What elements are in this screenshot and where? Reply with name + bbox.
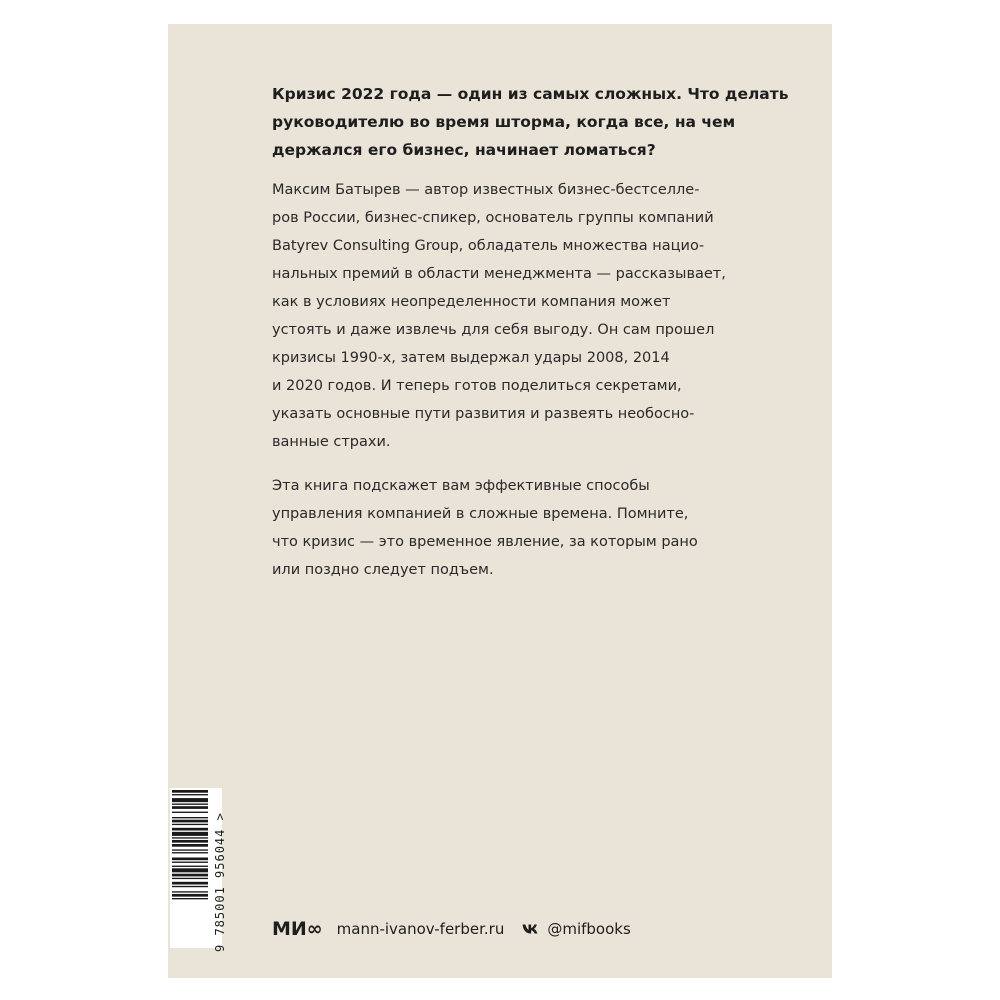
text-line: Эта книга подскажет вам эффективные способы (272, 478, 650, 494)
text-line: устоять и даже извлечь для себя выгоду. Он сам прошел (272, 322, 715, 338)
barcode-bar (172, 874, 208, 877)
text-line: и 2020 годов. И теперь готов поделиться секретами, (272, 378, 682, 394)
barcode-bar (172, 894, 208, 897)
vk-icon (522, 923, 540, 935)
lead-line: держался его бизнес, начинает ломаться? (272, 141, 656, 159)
text-line: ванные страхи. (272, 434, 391, 450)
text-line: нальных премий в области менеджмента — рассказывает, (272, 266, 726, 282)
barcode-bar (172, 849, 208, 850)
barcode-bars (170, 788, 210, 948)
barcode-bar (172, 804, 208, 805)
barcode-bar (172, 794, 208, 795)
social-handle: @mifbooks (547, 920, 631, 938)
barcode-bar (172, 858, 208, 861)
book-back-cover (168, 24, 832, 978)
barcode-bar (172, 832, 208, 836)
barcode-bar (172, 862, 208, 863)
text-line: или поздно следует подъем. (272, 562, 494, 578)
text-line: указать основные пути развития и развеять необосно- (272, 406, 695, 422)
barcode-bar (172, 882, 208, 885)
text-line: ров России, бизнес-спикер, основатель группы компаний (272, 210, 714, 226)
text-line: как в условиях неопределенности компания может (272, 294, 671, 310)
text-line: кризисы 1990-х, затем выдержал удары 2008, 2014 (272, 350, 670, 366)
publisher-footer (272, 914, 631, 944)
barcode-bar (172, 837, 208, 838)
cover-text (272, 80, 789, 600)
text-line: что кризис — это временное явление, за которым рано (272, 534, 698, 550)
text-line: управления компанией в сложные времена. Помните, (272, 506, 689, 522)
summary-paragraph (272, 472, 732, 584)
barcode (170, 788, 227, 952)
text-line: Batyrev Consulting Group, обладатель множества нацио- (272, 238, 705, 254)
lead-line: руководителю во время шторма, когда все, на чем (272, 113, 736, 131)
barcode-bar (172, 844, 208, 847)
barcode-bar (172, 852, 208, 853)
barcode-bar (172, 898, 208, 899)
barcode-bar (172, 817, 208, 818)
author-paragraph (272, 176, 732, 456)
publisher-website: mann-ivanov-ferber.ru (336, 920, 505, 938)
barcode-bar (172, 891, 208, 892)
barcode-bar (172, 828, 208, 831)
barcode-bar (172, 820, 208, 823)
barcode-bar (172, 868, 208, 872)
barcode-bar (172, 886, 208, 887)
barcode-bar (172, 812, 208, 813)
text-line: Максим Батырев — автор известных бизнес-бестселле- (272, 182, 700, 198)
barcode-bar (172, 840, 208, 843)
barcode-bar (172, 798, 208, 802)
barcode-bar (172, 866, 208, 867)
isbn-number: 9 785001 956044 > (213, 812, 227, 952)
barcode-bar (172, 824, 208, 825)
lead-paragraph (272, 80, 789, 164)
barcode-bar (172, 878, 208, 879)
publisher-logo: МИ∞ (272, 918, 323, 940)
barcode-bar (172, 790, 208, 793)
barcode-bar (172, 806, 208, 809)
lead-line: Кризис 2022 года — один из самых сложных. Что делать (272, 85, 789, 103)
